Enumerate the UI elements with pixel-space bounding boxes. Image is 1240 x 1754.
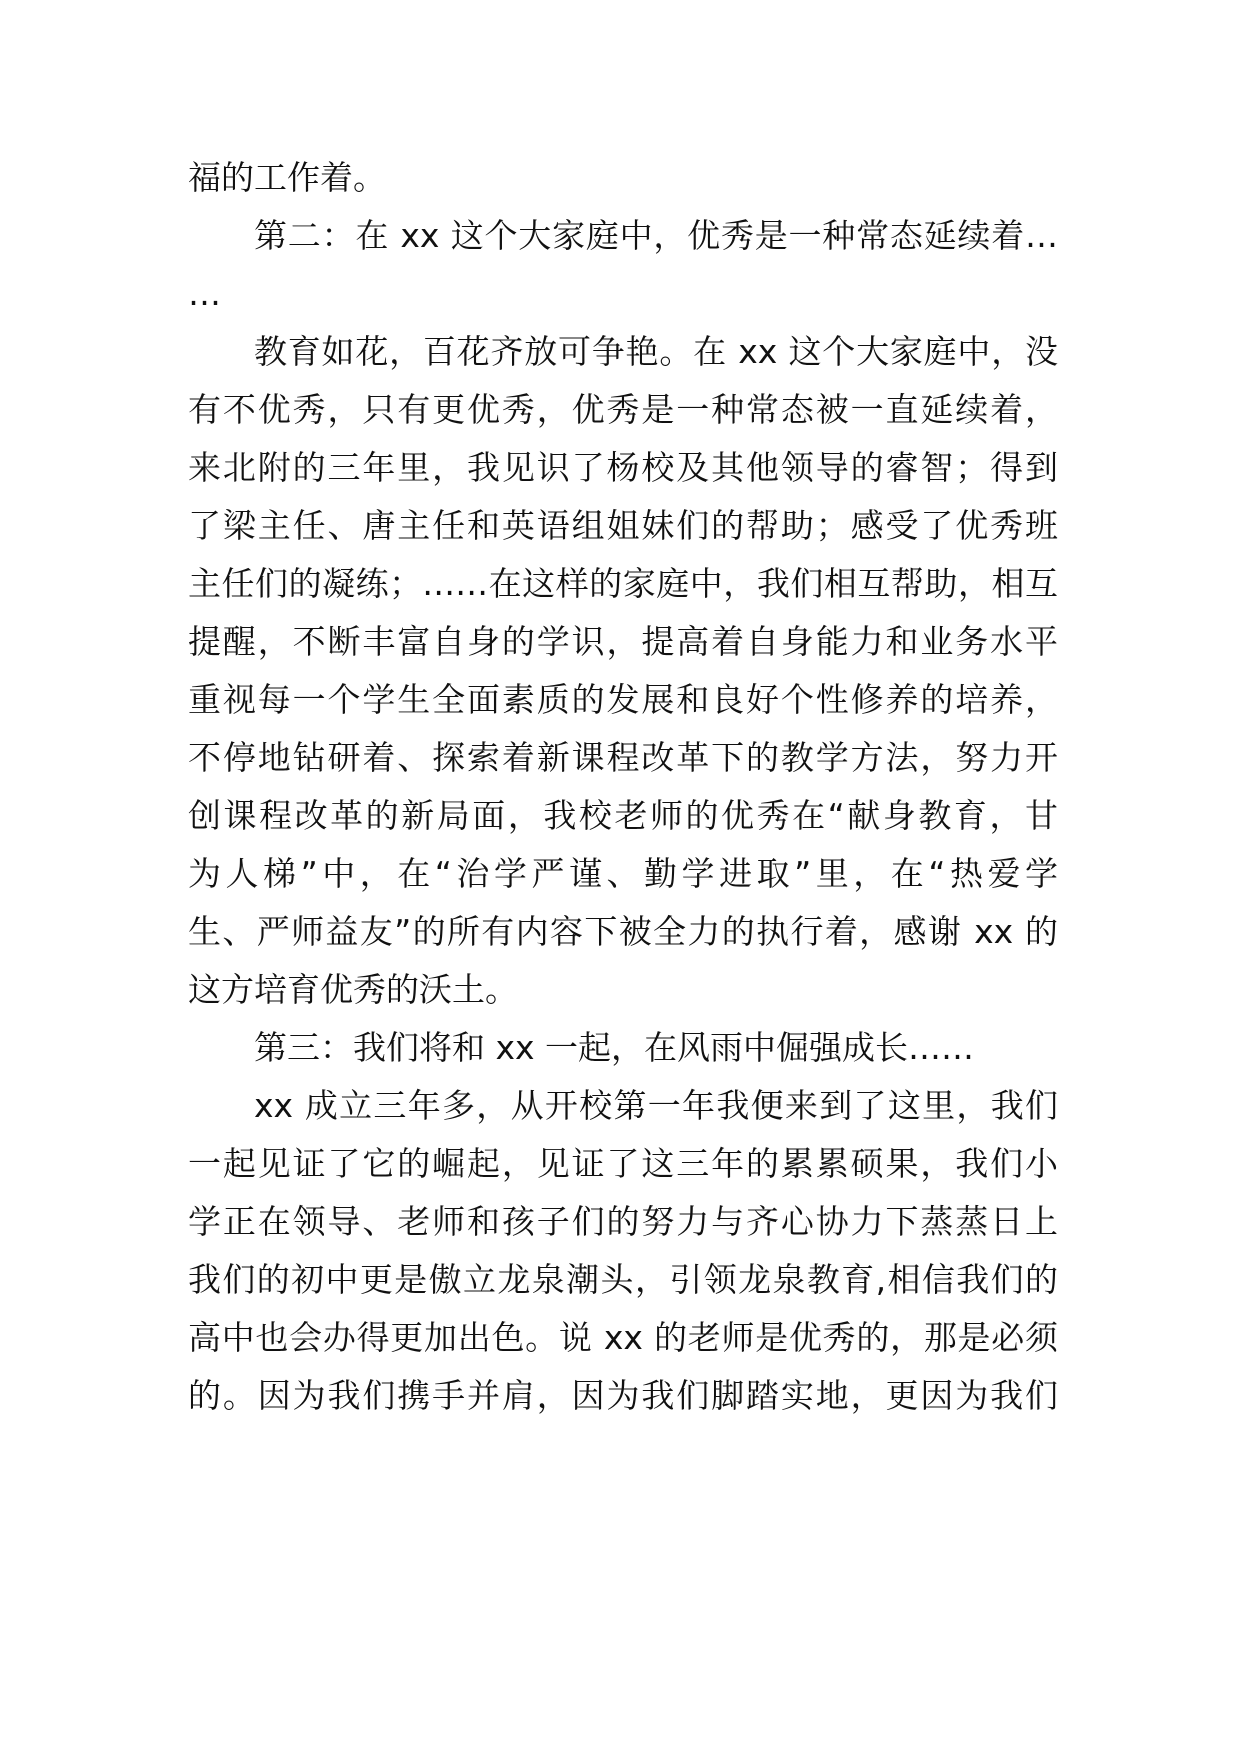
text-line: 我们的初中更是傲立龙泉潮头，引领龙泉教育,相信我们的 [188, 1260, 1058, 1299]
text-line: 这方培育优秀的沃土。 [188, 970, 518, 1009]
paragraph-first-line: 教育如花，百花齐放可争艳。在 xx 这个大家庭中，没 [254, 332, 1058, 371]
text-line: 福的工作着。 [188, 158, 386, 197]
text-line: 创课程改革的新局面，我校老师的优秀在“献身教育，甘 [188, 796, 1058, 835]
section-heading-2: 第二：在 xx 这个大家庭中，优秀是一种常态延续着… [254, 216, 1058, 255]
section-heading-3: 第三：我们将和 xx 一起，在风雨中倔强成长…… [254, 1028, 975, 1067]
text-line: 来北附的三年里，我见识了杨校及其他领导的睿智；得到 [188, 448, 1058, 487]
paragraph-first-line: xx 成立三年多，从开校第一年我便来到了这里，我们 [254, 1086, 1058, 1125]
text-line: … [188, 274, 221, 313]
text-line: 了梁主任、唐主任和英语组姐妹们的帮助；感受了优秀班 [188, 506, 1058, 545]
text-line: 提醒，不断丰富自身的学识，提高着自身能力和业务水平 [188, 622, 1058, 661]
text-line: 有不优秀，只有更优秀，优秀是一种常态被一直延续着， [188, 390, 1058, 429]
text-line: 不停地钻研着、探索着新课程改革下的教学方法，努力开 [188, 738, 1058, 777]
text-line: 的。因为我们携手并肩，因为我们脚踏实地，更因为我们 [188, 1376, 1058, 1415]
text-line: 一起见证了它的崛起，见证了这三年的累累硕果，我们小 [188, 1144, 1058, 1183]
text-line: 生、严师益友”的所有内容下被全力的执行着，感谢 xx 的 [188, 912, 1058, 951]
text-line: 高中也会办得更加出色。说 xx 的老师是优秀的，那是必须 [188, 1318, 1058, 1357]
text-line: 为人梯”中，在“治学严谨、勤学进取”里，在“热爱学 [188, 854, 1058, 893]
text-line: 学正在领导、老师和孩子们的努力与齐心协力下蒸蒸日上 [188, 1202, 1058, 1241]
text-line: 重视每一个学生全面素质的发展和良好个性修养的培养， [188, 680, 1058, 719]
text-line: 主任们的凝练；……在这样的家庭中，我们相互帮助，相互 [188, 564, 1058, 603]
